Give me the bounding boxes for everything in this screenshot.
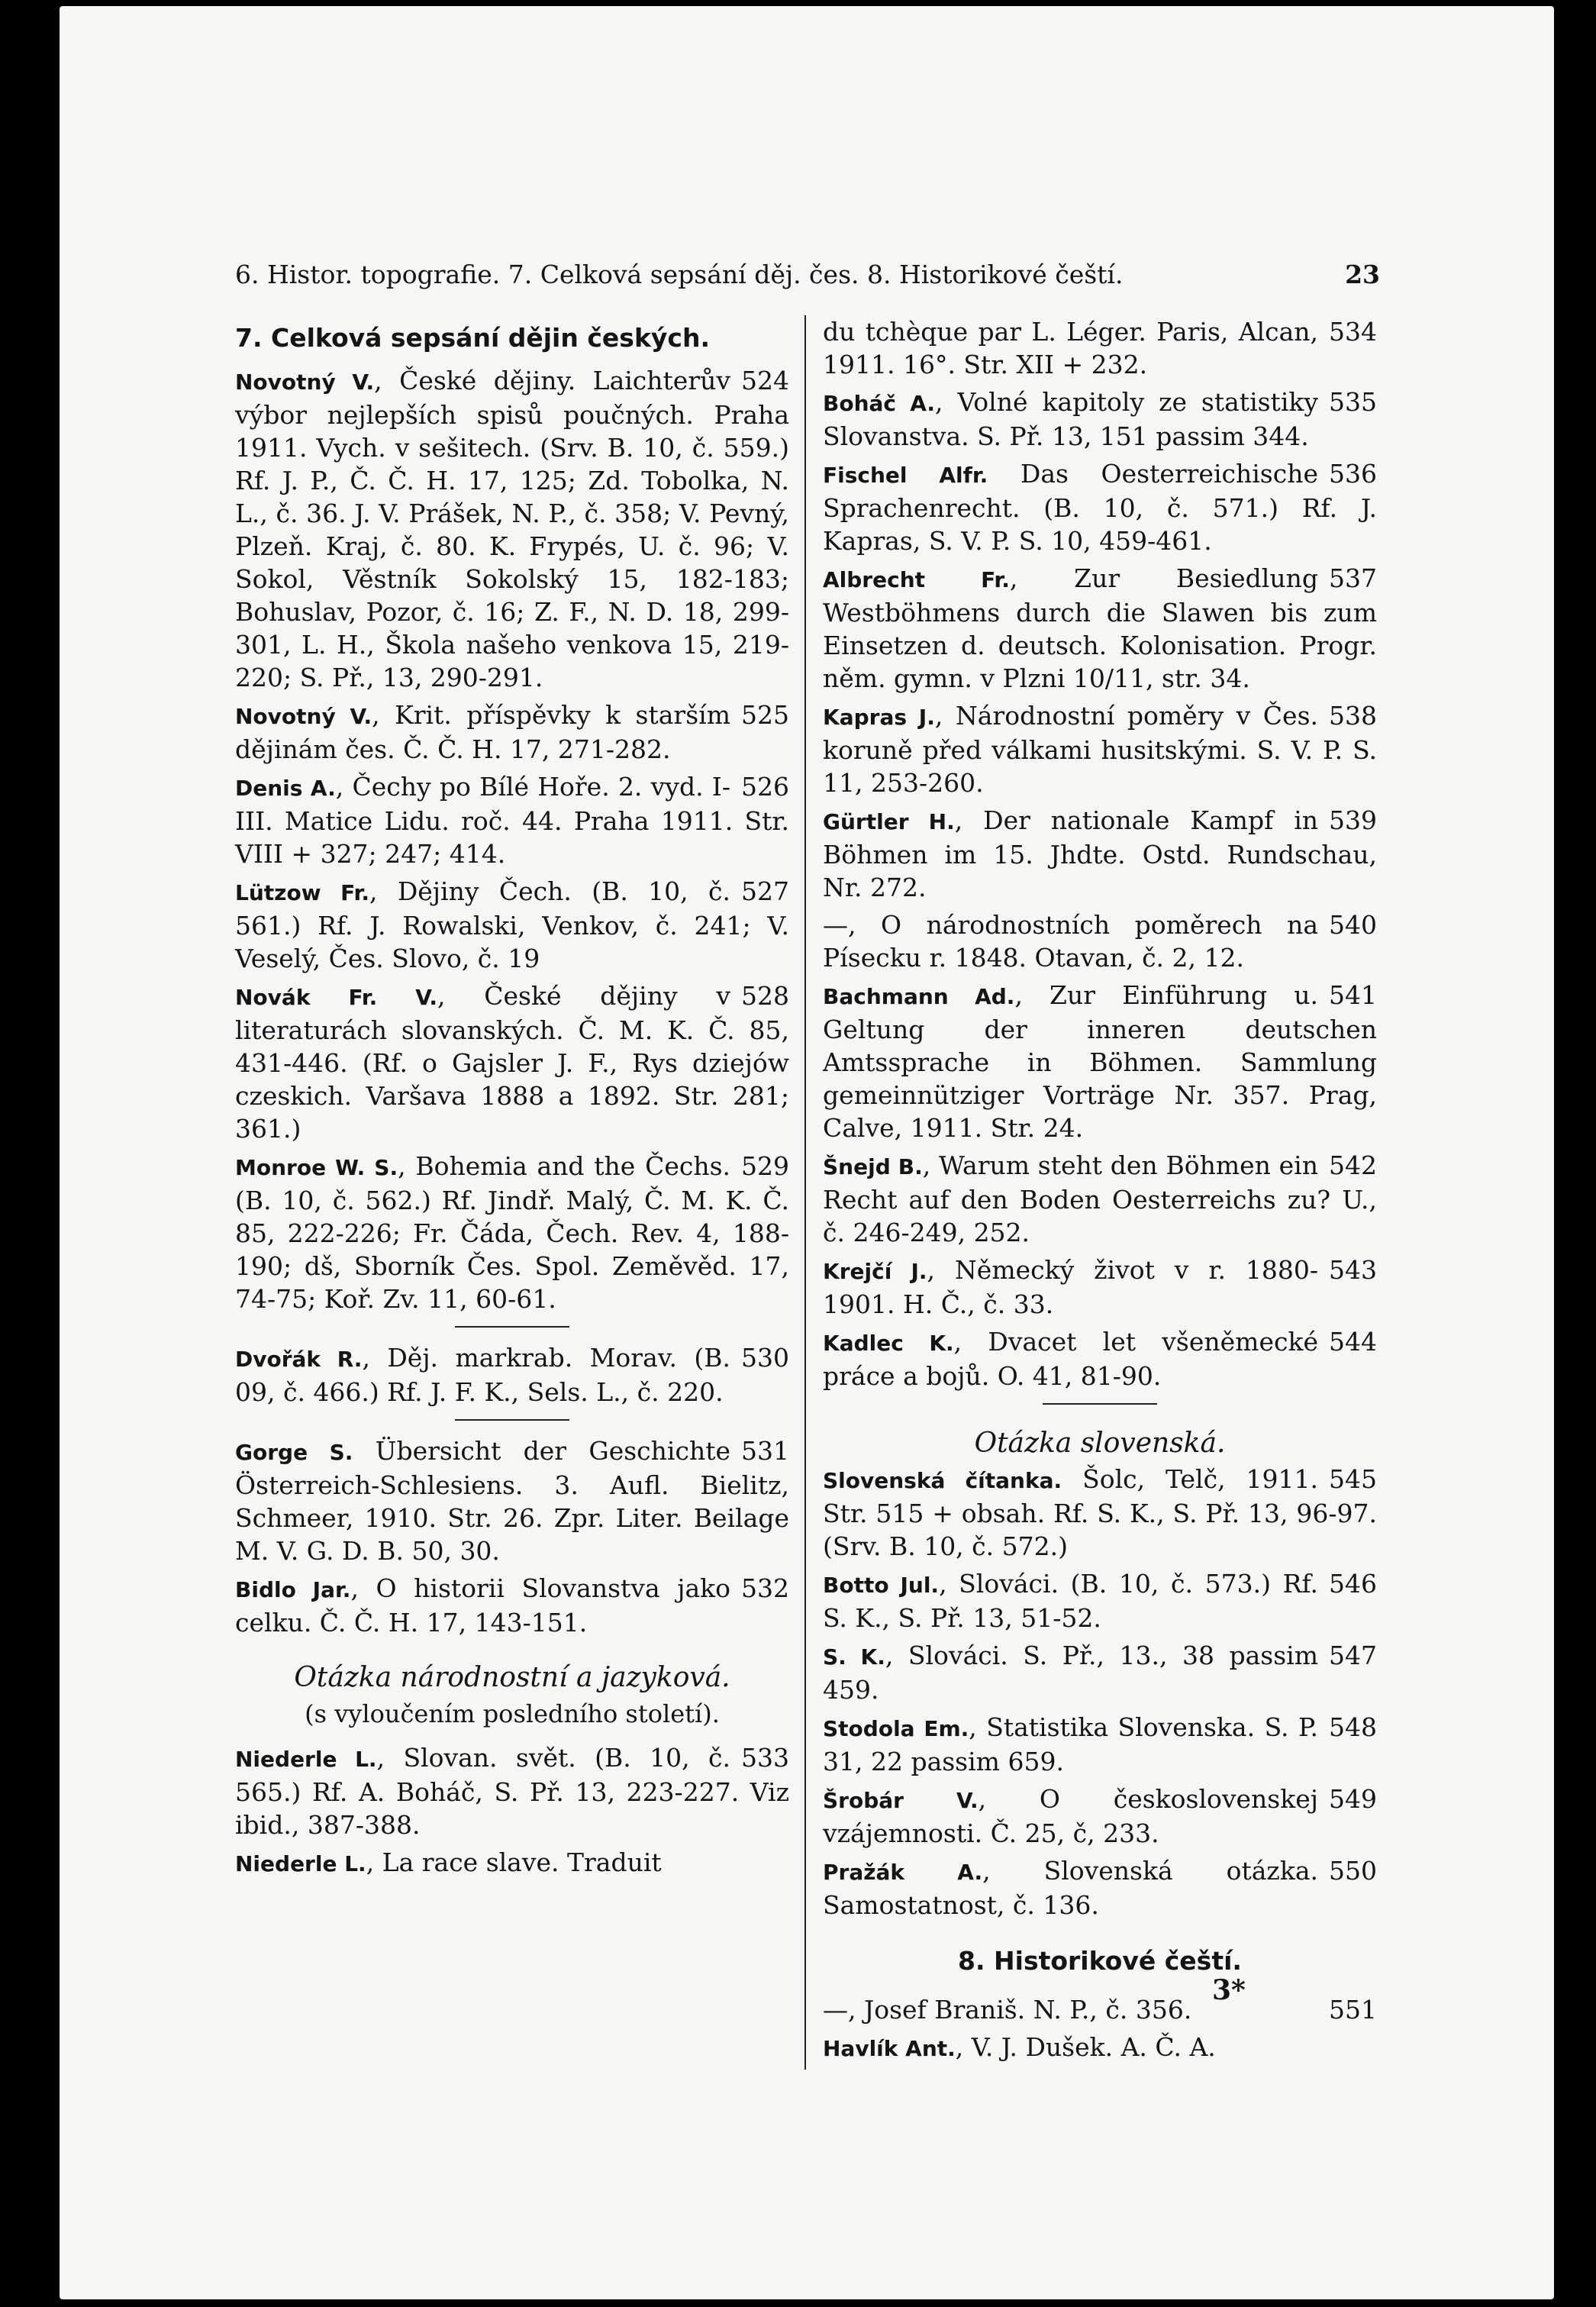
entry-number: 542: [1329, 1150, 1377, 1180]
entry-number: 525: [741, 700, 789, 730]
entry-author: Šnejd B.: [823, 1154, 923, 1179]
entry-text: , Slováci. S. Př., 13., 38 passim 459.: [823, 1641, 1319, 1705]
entry-text: , Slovan. svět. (B. 10, č. 565.) Rf. A. Boháč, S. Př. 13, 223-227. Viz ibid., 387-388.: [235, 1743, 789, 1840]
separator-rule: [1043, 1403, 1157, 1405]
entry-text: , Slovenská otázka. Samostatnost, č. 136.: [823, 1856, 1318, 1920]
right-column: [806, 315, 1377, 2070]
bibliography-entry: [235, 364, 789, 694]
entry-text: Das Oesterreichische Sprachenrecht. (B. 10, č. 571.) Rf. J. Kapras, S. V. P. S. 10, 459-461.: [823, 459, 1377, 556]
bibliography-entry: [823, 1254, 1377, 1321]
entry-author: Bachmann Ad.: [823, 984, 1015, 1009]
bibliography-entry: [823, 1149, 1377, 1249]
bibliography-entry: [235, 770, 789, 870]
entry-author: Stodola Em.: [823, 1716, 969, 1741]
entry-author: Pražák A.: [823, 1860, 983, 1885]
entry-author: Fischel Alfr.: [823, 463, 988, 488]
entry-number: 551: [1329, 1995, 1377, 2025]
bibliography-entry: [823, 1567, 1377, 1634]
entry-text: , O historii Slovanstva jako celku. Č. Č. H. 17, 143-151.: [235, 1573, 730, 1637]
bibliography-entry: [823, 386, 1377, 453]
entry-number: 533: [741, 1743, 789, 1773]
entry-number: 546: [1329, 1569, 1377, 1599]
entry-text: , Slováci. (B. 10, č. 573.) Rf. S. K., S. Př. 13, 51-52.: [823, 1569, 1318, 1633]
entry-author: Niederle L.: [235, 1851, 366, 1876]
entry-author: Dvořák R.: [235, 1347, 363, 1372]
bibliography-entry: [235, 1341, 789, 1408]
bibliography-entry: [823, 1325, 1377, 1392]
entry-number: 532: [741, 1573, 789, 1603]
entry-author: Slovenská čítanka.: [823, 1468, 1062, 1493]
entry-number: 524: [741, 366, 789, 395]
entry-number: 538: [1329, 701, 1377, 731]
entry-text: , Dvacet let všeněmecké práce a bojů. O. 41, 81-90.: [823, 1327, 1318, 1391]
entry-number: 534: [1329, 317, 1377, 347]
separator-rule: [455, 1326, 569, 1328]
entry-number: 550: [1329, 1856, 1377, 1886]
bibliography-entry: [823, 1783, 1377, 1850]
entry-author: Havlík Ant.: [823, 2036, 956, 2061]
entry-author: Albrecht Fr.: [823, 567, 1010, 592]
bibliography-entry: [823, 1854, 1377, 1921]
entry-number: 536: [1329, 459, 1377, 489]
section-heading: 7. Celková sepsání dějin českých.: [235, 323, 710, 353]
entry-text: , La race slave. Traduit: [366, 1847, 662, 1877]
bibliography-entry: [235, 1572, 789, 1639]
subsection-heading: Otázka národnostní a jazyková.: [294, 1662, 730, 1693]
entry-author: Kapras J.: [823, 705, 935, 730]
entry-number: 529: [741, 1151, 789, 1181]
entry-text: , Krit. příspěvky k starším dějinám čes. Č. Č. H. 17, 271-282.: [235, 700, 730, 764]
entry-number: 547: [1329, 1641, 1377, 1670]
entry-author: Šrobár V.: [823, 1788, 979, 1813]
entry-text: , Dějiny Čech. (B. 10, č. 561.) Rf. J. Rowalski, Venkov, č. 241; V. Veselý, Čes. Slovo, č. 19: [235, 876, 789, 973]
entry-number: 544: [1329, 1327, 1377, 1357]
scanned-page: [60, 6, 1554, 2299]
entry-number: 549: [1329, 1784, 1377, 1814]
entry-text: , Národnostní poměry v Čes. koruně před válkami husitskými. S. V. P. S. 11, 253-260.: [823, 701, 1377, 798]
entry-text: , O československej vzájemnosti. Č. 25, č, 233.: [823, 1784, 1319, 1848]
page-content: [235, 252, 1380, 2070]
entry-number: 530: [741, 1343, 789, 1373]
bibliography-entry: [235, 1741, 789, 1841]
entry-text: , V. J. Dušek. A. Č. A.: [955, 2032, 1216, 2062]
entry-number: 531: [741, 1436, 789, 1466]
two-column-body: [235, 315, 1380, 2070]
entry-number: 528: [741, 981, 789, 1011]
separator-rule: [455, 1419, 569, 1421]
entry-author: Novotný V.: [235, 369, 375, 395]
bibliography-entry: [823, 457, 1377, 557]
bibliography-entry: [235, 1150, 789, 1315]
bibliography-entry: [823, 315, 1377, 381]
entry-number: 527: [741, 876, 789, 906]
entry-text: , Warum steht den Böhmen ein Recht auf den Boden Oesterreichs zu? U., č. 246-249, 252.: [823, 1150, 1377, 1247]
entry-number: 545: [1329, 1464, 1377, 1494]
entry-text: —, Josef Braniš. N. P., č. 356.: [823, 1995, 1192, 2025]
entry-text: , Bohemia and the Čechs. (B. 10, č. 562.) Rf. Jindř. Malý, Č. M. K. Č. 85, 222-226; Fr. Čáda, Čech. Rev. 4, 188-190; dš, Sborník Čes. Spol. Zeměvěd. 17, 74-75; Koř. Zv. 11, 60-61.: [235, 1151, 789, 1314]
bibliography-entry: [823, 1993, 1377, 2026]
entry-text: , Volné kapitoly ze statistiky Slovanstva. S. Př. 13, 151 passim 344.: [823, 387, 1319, 451]
entry-number: 539: [1329, 805, 1377, 835]
section-heading: 8. Historikové čeští.: [958, 1946, 1242, 1976]
subsection-heading: Otázka slovenská.: [974, 1428, 1226, 1459]
bibliography-entry: [823, 804, 1377, 904]
entry-author: Boháč A.: [823, 391, 936, 416]
entry-text: Übersicht der Geschichte Österreich-Schlesiens. 3. Aufl. Bielitz, Schmeer, 1910. Str. 26. Zpr. Liter. Beilage M. V. G. D. B. 50, 30.: [235, 1436, 789, 1566]
signature-mark: 3*: [1212, 1974, 1246, 2006]
entry-author: S. K.: [823, 1644, 885, 1670]
entry-author: Monroe W. S.: [235, 1155, 398, 1180]
bibliography-entry: [823, 1639, 1377, 1706]
entry-author: Gürtler H.: [823, 809, 955, 834]
entry-author: Bidlo Jar.: [235, 1577, 351, 1602]
entry-text: , Der nationale Kampf in Böhmen im 15. Jhdte. Ostd. Rundschau, Nr. 272.: [823, 805, 1377, 902]
entry-number: 540: [1329, 910, 1377, 940]
entry-number: 541: [1329, 980, 1377, 1010]
entry-number: 543: [1329, 1255, 1377, 1285]
entry-text: , Děj. markrab. Morav. (B. 09, č. 466.) Rf. J. F. K., Sels. L., č. 220.: [235, 1343, 730, 1407]
bibliography-entry: [823, 1711, 1377, 1778]
running-header: [235, 252, 1380, 306]
bibliography-entry: [235, 875, 789, 975]
entry-text: Šolc, Telč, 1911. Str. 515 + obsah. Rf. S. K., S. Př. 13, 96-97. (Srv. B. 10, č. 572.): [823, 1464, 1377, 1561]
entry-number: 526: [741, 772, 789, 802]
entry-text: , České dějiny. Laichterův výbor nejlepších spisů poučných. Praha 1911. Vych. v sešitech. (Srv. B. 10, č. 559.) Rf. J. P., Č. Č. H. 17, 125; Zd. Tobolka, N. L., č. 36. J. V. Prášek, N. P., č. 358; V. Pevný, Plzeň. Kraj, č. 80. K. Frypés, U. č. 96; V. Sokol, Věstník Sokolský 15, 182-183; Bohuslav, Pozor, č. 16; Z. F., N. D. 18, 299-301, L. H., Škola našeho venkova 15, 219-220; S. Př., 13, 290-291.: [235, 366, 789, 692]
entry-text: du tchèque par L. Léger. Paris, Alcan, 1911. 16°. Str. XII + 232.: [823, 317, 1318, 379]
entry-author: Denis A.: [235, 776, 336, 801]
bibliography-entry: [235, 699, 789, 766]
bibliography-entry: [823, 2031, 1377, 2065]
entry-number: 548: [1329, 1712, 1377, 1742]
entry-text: , České dějiny v literaturách slovanských. Č. M. K. Č. 85, 431-446. (Rf. o Gajsler J. F., Rys dziejów czeskich. Varšava 1888 a 1892. Str. 281; 361.): [235, 981, 789, 1144]
entry-number: 535: [1329, 387, 1377, 417]
entry-author: Niederle L.: [235, 1747, 377, 1772]
entry-author: Kadlec K.: [823, 1331, 954, 1356]
page-number: 23: [1345, 260, 1380, 289]
entry-text: , Statistika Slovenska. S. P. 31, 22 passim 659.: [823, 1712, 1318, 1776]
entry-author: Krejčí J.: [823, 1259, 927, 1284]
entry-number: 537: [1329, 563, 1377, 593]
entry-author: Novák Fr. V.: [235, 985, 437, 1010]
entry-text: —, O národnostních poměrech na Písecku r. 1848. Otavan, č. 2, 12.: [823, 910, 1318, 973]
bibliography-entry: [823, 908, 1377, 974]
entry-text: , Zur Besiedlung Westböhmens durch die Slawen bis zum Einsetzen d. deutsch. Kolonisation. Progr. něm. gymn. v Plzni 10/11, str. 34.: [823, 563, 1377, 693]
entry-text: , Zur Einführung u. Geltung der inneren deutschen Amtssprache in Böhmen. Sammlung gemeinnütziger Vorträge Nr. 357. Prag, Calve, 1911. Str. 24.: [823, 980, 1377, 1143]
running-title: 6. Histor. topografie. 7. Celková sepsání děj. čes. 8. Historikové čeští.: [235, 260, 1124, 289]
entry-text: , Čechy po Bílé Hoře. 2. vyd. I-III. Matice Lidu. roč. 44. Praha 1911. Str. VIII + 327; 247; 414.: [235, 772, 789, 869]
subsection-note: (s vyloučením posledního století).: [305, 1699, 720, 1728]
bibliography-entry: [823, 1463, 1377, 1563]
entry-author: Botto Jul.: [823, 1573, 940, 1598]
bibliography-entry: [823, 699, 1377, 799]
left-column: [235, 315, 806, 2070]
entry-author: Novotný V.: [235, 704, 372, 729]
bibliography-entry: [823, 979, 1377, 1144]
bibliography-entry: [235, 979, 789, 1145]
entry-author: Lützow Fr.: [235, 880, 369, 905]
entry-author: Gorge S.: [235, 1440, 353, 1465]
entry-text: , Německý život v r. 1880-1901. H. Č., č. 33.: [823, 1255, 1318, 1319]
bibliography-entry: [823, 562, 1377, 695]
bibliography-entry: [235, 1434, 789, 1567]
bibliography-entry: [235, 1846, 789, 1880]
